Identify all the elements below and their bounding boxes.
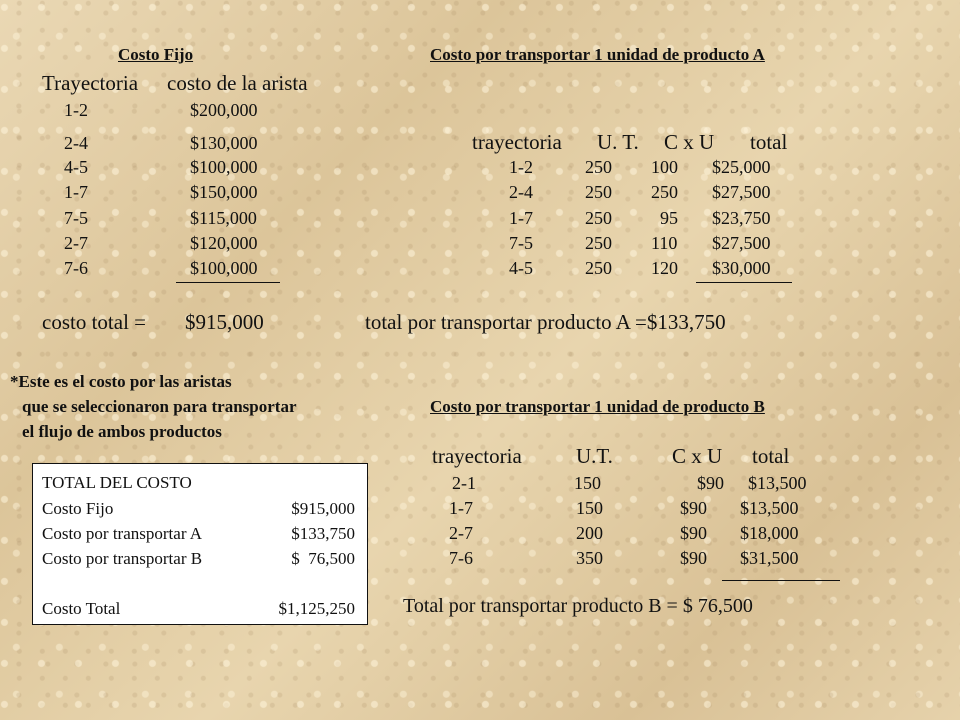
ut-cell: 250 [585,182,612,202]
producto-a-heading: Costo por transportar 1 unidad de producto A [430,45,765,64]
summary-item-label: Costo por transportar B [42,549,203,568]
nota-line-2: que se seleccionaron para transportar [22,397,297,416]
ut-cell: 250 [585,157,612,177]
costo-cell: $120,000 [190,233,258,253]
ruta-cell: 4-5 [64,157,88,177]
trayectoria-header: Trayectoria [42,71,139,95]
total-cell: $23,750 [712,208,771,228]
cxu-cell: 110 [651,233,678,253]
ruta-cell: 1-7 [449,498,473,518]
costo-cell: $130,000 [190,133,258,153]
summary-title: TOTAL DEL COSTO [42,473,192,492]
ruta-cell: 4-5 [509,258,533,278]
col-trayectoria: trayectoria [472,130,562,154]
costo-cell: $100,000 [190,157,258,177]
total-cell: $30,000 [712,258,771,278]
cxu-cell: $90 [680,498,707,518]
summary-item-value: $133,750 [291,524,355,543]
cxu-cell: $90 [697,473,724,493]
ut-cell: 150 [576,498,603,518]
ut-cell: 250 [585,258,612,278]
summary-item-label: Costo por transportar A [42,524,203,543]
total-cell: $31,500 [740,548,799,568]
ruta-cell: 2-1 [452,473,476,493]
col-ut: U.T. [576,444,613,468]
costo-total-value: $915,000 [185,310,264,334]
summary-total-label: Costo Total [42,599,121,618]
ruta-cell: 7-5 [509,233,533,253]
ruta-cell: 1-2 [509,157,533,177]
costo-cell: $200,000 [190,100,258,120]
costo-arista-header: costo de la arista [167,71,308,95]
summary-item-value: $ 76,500 [291,549,355,568]
producto-b-total: Total por transportar producto B = $ 76,500 [403,595,753,617]
table-row [0,182,960,202]
table-row [0,208,960,228]
cxu-cell: 120 [651,258,678,278]
cxu-cell: 250 [651,182,678,202]
col-trayectoria: trayectoria [432,444,522,468]
cxu-cell: 95 [660,208,678,228]
nota-line-1: *Este es el costo por las aristas [10,372,232,391]
ruta-cell: 2-7 [449,523,473,543]
nota-line-3: el flujo de ambos productos [22,422,222,441]
cxu-cell: $90 [680,523,707,543]
col-total: total [750,130,788,154]
sum-divider [722,580,840,581]
summary-total-value: $1,125,250 [278,599,355,618]
costo-cell: $115,000 [190,208,257,228]
table-header-row [0,130,960,154]
total-cell: $25,000 [712,157,771,177]
ut-cell: 150 [574,473,601,493]
ruta-cell: 2-7 [64,233,88,253]
ruta-cell: 1-7 [64,182,88,202]
costo-fijo-heading: Costo Fijo [118,45,194,64]
ruta-cell: 7-6 [64,258,88,278]
total-cell: $13,500 [748,473,807,493]
ruta-cell: 1-7 [509,208,533,228]
sum-divider [696,282,792,283]
col-total: total [752,444,790,468]
total-cell: $13,500 [740,498,799,518]
ut-cell: 250 [585,233,612,253]
sum-divider [176,282,280,283]
summary-item-label: Costo Fijo [42,499,114,518]
table-row [0,157,960,177]
ut-cell: 200 [576,523,603,543]
col-cxu: C x U [664,130,715,154]
producto-b-heading: Costo por transportar 1 unidad de producto B [430,397,765,416]
ruta-cell: 2-4 [509,182,533,202]
total-cost-summary-box [32,463,368,625]
total-cell: $27,500 [712,182,771,202]
costo-cell: $150,000 [190,182,258,202]
table-row [0,233,960,253]
costo-cell: $100,000 [190,258,258,278]
cxu-cell: $90 [680,548,707,568]
ruta-cell: 7-6 [449,548,473,568]
col-cxu: C x U [672,444,723,468]
col-ut: U. T. [597,130,639,154]
ut-cell: 350 [576,548,603,568]
ruta-cell: 1-2 [64,100,88,120]
summary-item-value: $915,000 [291,499,355,518]
costo-total-label: costo total = [42,310,146,334]
ut-cell: 250 [585,208,612,228]
table-row [0,258,960,278]
producto-a-total: total por transportar producto A =$133,750 [365,310,726,334]
total-cell: $18,000 [740,523,799,543]
total-cell: $27,500 [712,233,771,253]
table-row [0,100,300,120]
ruta-cell: 7-5 [64,208,88,228]
ruta-cell: 2-4 [64,133,88,153]
cxu-cell: 100 [651,157,678,177]
